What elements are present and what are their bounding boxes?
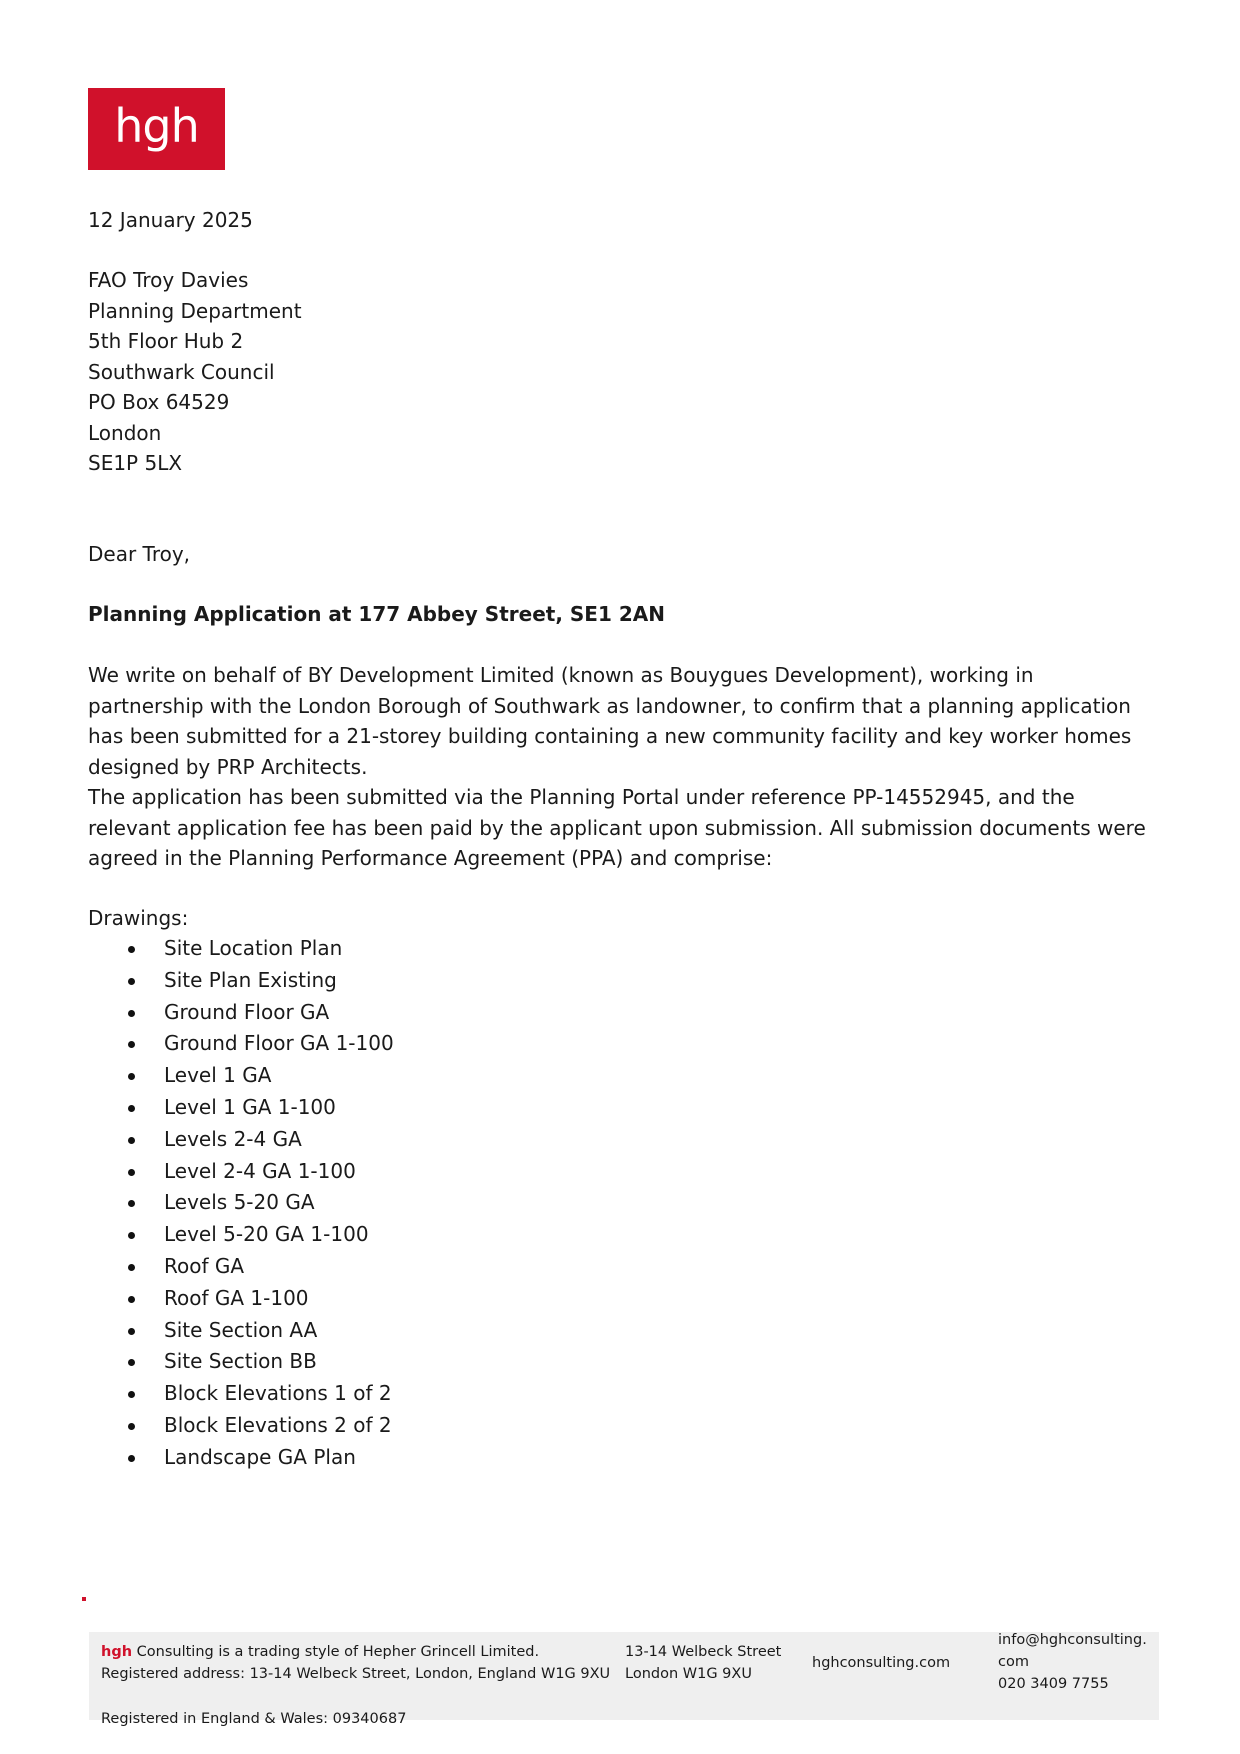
list-item: Roof GA 1-100 — [88, 1283, 394, 1315]
footer-office-address — [625, 1641, 781, 1685]
address-line: Southwark Council — [88, 359, 275, 384]
body-paragraph-1: We write on behalf of BY Development Limited (known as Bouygues Development), working in partnership with the London Borough of Southwark as landowner, to confirm that a planning application has been submitted for a 21-storey building containing a new community facility and key worker homes designed by PRP Architects. — [88, 663, 1132, 779]
list-item: Block Elevations 1 of 2 — [88, 1378, 394, 1410]
list-item: Levels 2-4 GA — [88, 1124, 394, 1156]
salutation: Dear Troy, — [88, 542, 191, 566]
footer-website[interactable]: hghconsulting.com — [812, 1655, 951, 1671]
list-item: Ground Floor GA — [88, 997, 394, 1029]
footer-email-line-2[interactable]: com — [998, 1654, 1029, 1670]
footer-brand: hgh — [101, 1644, 133, 1660]
list-item: Level 1 GA — [88, 1060, 394, 1092]
list-item: Site Plan Existing — [88, 965, 394, 997]
footer-address-line: London W1G 9XU — [625, 1666, 752, 1682]
list-item: Levels 5-20 GA — [88, 1187, 394, 1219]
address-line: Planning Department — [88, 298, 302, 323]
address-line: PO Box 64529 — [88, 390, 230, 414]
list-item: Block Elevations 2 of 2 — [88, 1410, 394, 1442]
body-paragraph-2: The application has been submitted via the Planning Portal under reference PP-14552945, and the relevant application fee has been paid by the applicant upon submission. All submission documents were agreed in the Planning Performance Agreement (PPA) and comprise: — [88, 785, 1146, 870]
footer-company-info — [101, 1641, 610, 1685]
list-item: Site Section AA — [88, 1315, 394, 1347]
red-marker — [82, 1597, 86, 1601]
hgh-logo — [88, 88, 225, 170]
list-item: Level 5-20 GA 1-100 — [88, 1219, 394, 1251]
list-item: Level 2-4 GA 1-100 — [88, 1156, 394, 1188]
list-item: Roof GA — [88, 1251, 394, 1283]
list-item: Site Location Plan — [88, 933, 394, 965]
drawings-heading: Drawings: — [88, 906, 189, 930]
footer-phone[interactable]: 020 3409 7755 — [998, 1676, 1109, 1692]
address-line: SE1P 5LX — [88, 451, 183, 475]
list-item: Ground Floor GA 1-100 — [88, 1028, 394, 1060]
footer — [89, 1632, 1159, 1727]
drawings-list — [88, 933, 394, 1474]
letter-date: 12 January 2025 — [88, 208, 253, 232]
address-line: 5th Floor Hub 2 — [88, 329, 244, 353]
footer-registered-address: Registered address: 13-14 Welbeck Street, London, England W1G 9XU — [101, 1666, 611, 1682]
list-item: Level 1 GA 1-100 — [88, 1092, 394, 1124]
address-line: FAO Troy Davies — [88, 268, 249, 292]
subject-heading: Planning Application at 177 Abbey Street, SE1 2AN — [88, 602, 665, 626]
logo-text: hgh — [114, 99, 199, 153]
recipient-address — [88, 265, 1148, 479]
footer-contact — [998, 1629, 1147, 1695]
list-item: Landscape GA Plan — [88, 1442, 394, 1474]
footer-trading-text: Consulting is a trading style of Hepher Grincell Limited. — [132, 1644, 540, 1660]
footer-registered-number: Registered in England & Wales: 09340687 — [101, 1711, 407, 1727]
address-line: London — [88, 420, 162, 445]
footer-email-line-1[interactable]: info@hghconsulting. — [998, 1632, 1147, 1648]
list-item: Site Section BB — [88, 1346, 394, 1378]
footer-address-line: 13-14 Welbeck Street — [625, 1644, 782, 1660]
footer-trading-style — [101, 1641, 610, 1663]
